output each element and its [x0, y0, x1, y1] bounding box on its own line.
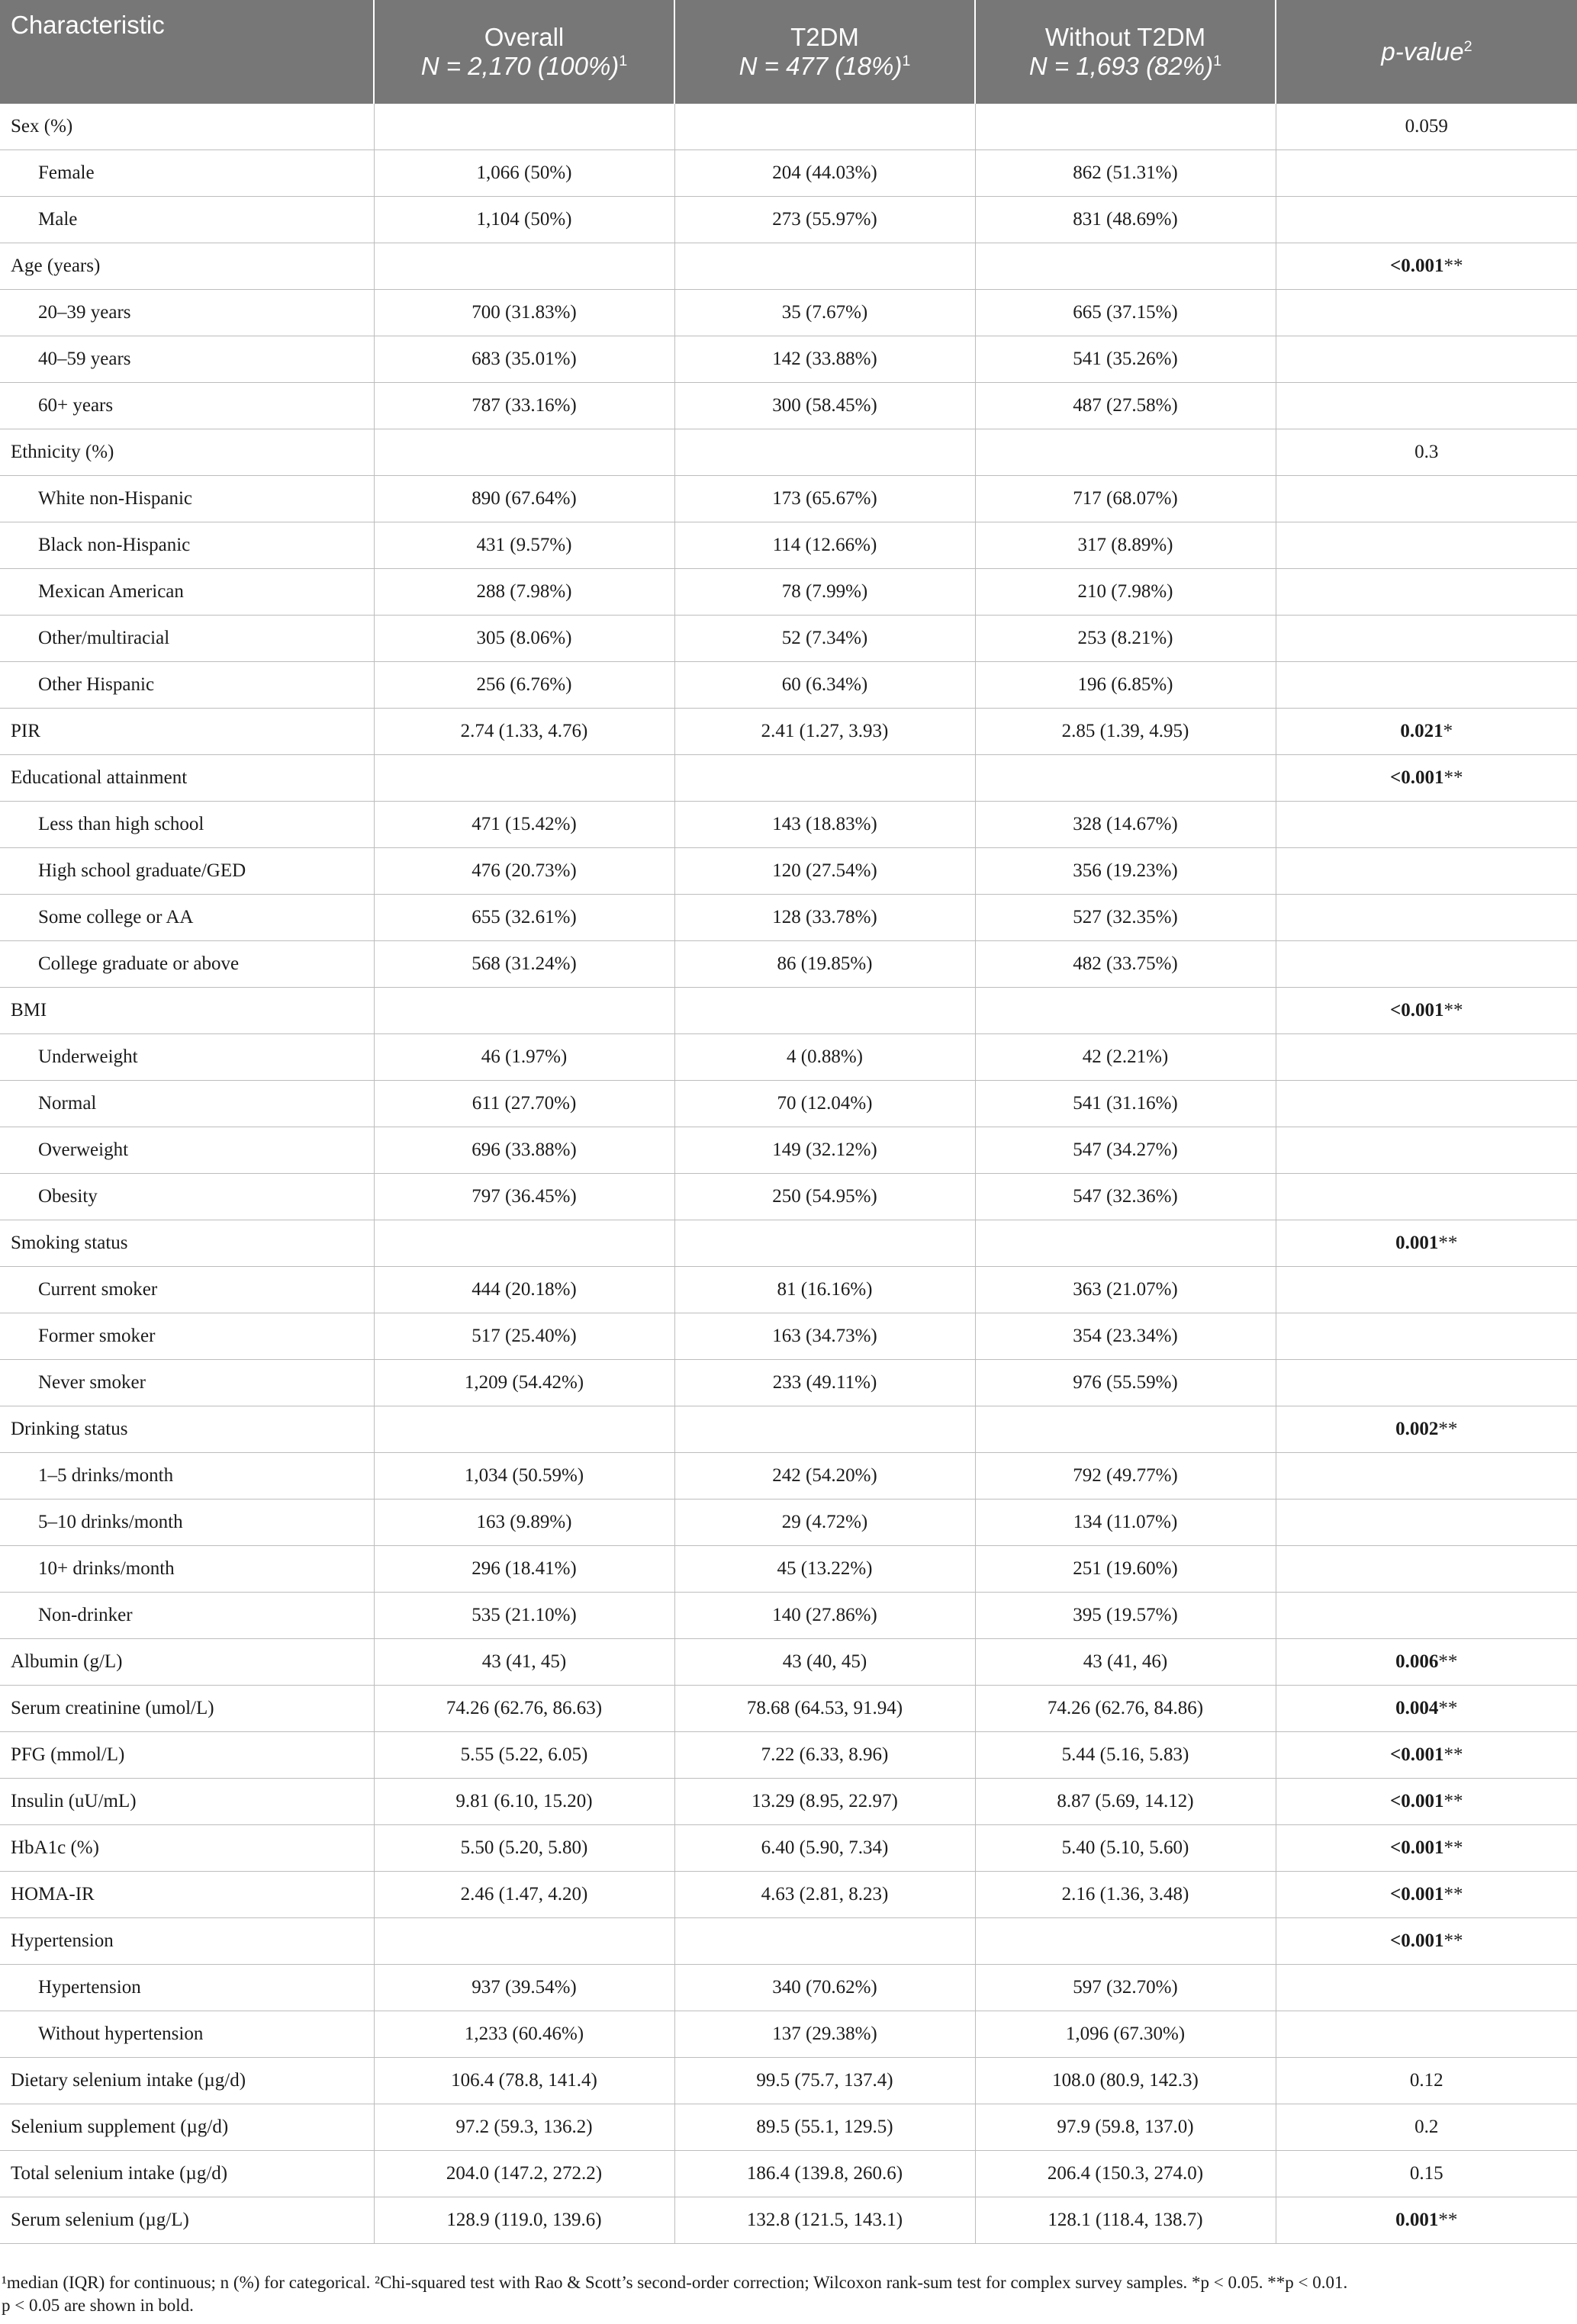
row-label: Hypertension [0, 1918, 374, 1965]
cell-without-t2dm: 206.4 (150.3, 274.0) [975, 2151, 1276, 2197]
table-row [0, 1267, 1577, 1313]
cell-without-t2dm: 74.26 (62.76, 84.86) [975, 1686, 1276, 1732]
cell-p-value [1276, 895, 1577, 941]
cell-without-t2dm: 363 (21.07%) [975, 1267, 1276, 1313]
cell-p-value [1276, 802, 1577, 848]
cell-overall: 1,233 (60.46%) [374, 2011, 674, 2058]
cell-t2dm: 149 (32.12%) [674, 1127, 975, 1174]
table-footnote [0, 2271, 1558, 2317]
cell-p-value [1276, 1034, 1577, 1081]
cell-without-t2dm: 395 (19.57%) [975, 1593, 1276, 1639]
cell-without-t2dm: 354 (23.34%) [975, 1313, 1276, 1360]
row-label: Smoking status [0, 1220, 374, 1267]
table-row [0, 1779, 1577, 1825]
cell-t2dm: 340 (70.62%) [674, 1965, 975, 2011]
row-label: Insulin (uU/mL) [0, 1779, 374, 1825]
row-label: Black non-Hispanic [0, 522, 374, 569]
cell-overall: 937 (39.54%) [374, 1965, 674, 2011]
cell-t2dm: 35 (7.67%) [674, 290, 975, 336]
cell-overall [374, 104, 674, 150]
table-row [0, 104, 1577, 150]
cell-overall: 700 (31.83%) [374, 290, 674, 336]
cell-t2dm: 137 (29.38%) [674, 2011, 975, 2058]
cell-p-value: <0.001** [1276, 988, 1577, 1034]
cell-without-t2dm: 108.0 (80.9, 142.3) [975, 2058, 1276, 2104]
cell-p-value: 0.021* [1276, 709, 1577, 755]
table-row [0, 1220, 1577, 1267]
cell-p-value: <0.001** [1276, 1732, 1577, 1779]
table-row [0, 802, 1577, 848]
table-row [0, 1174, 1577, 1220]
cell-without-t2dm: 665 (37.15%) [975, 290, 1276, 336]
cell-p-value [1276, 476, 1577, 522]
row-label: Other/multiracial [0, 616, 374, 662]
cell-without-t2dm: 196 (6.85%) [975, 662, 1276, 709]
cell-p-value: 0.004** [1276, 1686, 1577, 1732]
row-label: 20–39 years [0, 290, 374, 336]
table-row [0, 429, 1577, 476]
table-row [0, 1081, 1577, 1127]
cell-without-t2dm: 251 (19.60%) [975, 1546, 1276, 1593]
cell-overall [374, 755, 674, 802]
cell-t2dm: 2.41 (1.27, 3.93) [674, 709, 975, 755]
cell-overall: 43 (41, 45) [374, 1639, 674, 1686]
row-label: Normal [0, 1081, 374, 1127]
row-label: Drinking status [0, 1406, 374, 1453]
row-label: HOMA-IR [0, 1872, 374, 1918]
cell-p-value [1276, 2011, 1577, 2058]
row-label: Female [0, 150, 374, 197]
table-row [0, 336, 1577, 383]
cell-without-t2dm [975, 243, 1276, 290]
cell-overall: 1,104 (50%) [374, 197, 674, 243]
header-overall: Overall N = 2,170 $(100\%)^1$ [374, 0, 674, 104]
cell-without-t2dm [975, 1406, 1276, 1453]
table-row [0, 1453, 1577, 1500]
cell-without-t2dm: 487 (27.58%) [975, 383, 1276, 429]
row-label: Selenium supplement (µg/d) [0, 2104, 374, 2151]
table-row [0, 616, 1577, 662]
cell-p-value [1276, 941, 1577, 988]
table-row [0, 988, 1577, 1034]
cell-t2dm: 233 (49.11%) [674, 1360, 975, 1406]
cell-without-t2dm: 547 (32.36%) [975, 1174, 1276, 1220]
table-body [0, 104, 1577, 2244]
cell-p-value: 0.3 [1276, 429, 1577, 476]
cell-t2dm: 120 (27.54%) [674, 848, 975, 895]
header-p-value: p-value$^2$ [1276, 0, 1577, 104]
row-label: Non-drinker [0, 1593, 374, 1639]
cell-without-t2dm: 43 (41, 46) [975, 1639, 1276, 1686]
cell-t2dm: 163 (34.73%) [674, 1313, 975, 1360]
cell-overall: 535 (21.10%) [374, 1593, 674, 1639]
cell-p-value [1276, 1267, 1577, 1313]
table-row [0, 1360, 1577, 1406]
cell-t2dm [674, 1406, 975, 1453]
cell-t2dm: 242 (54.20%) [674, 1453, 975, 1500]
table-row [0, 243, 1577, 290]
cell-overall: 568 (31.24%) [374, 941, 674, 988]
header-t2dm: T2DM N = 477 $(18\%)^1$ [674, 0, 975, 104]
cell-t2dm: 29 (4.72%) [674, 1500, 975, 1546]
row-label: 40–59 years [0, 336, 374, 383]
table-row [0, 1034, 1577, 1081]
table-row [0, 290, 1577, 336]
cell-overall: 476 (20.73%) [374, 848, 674, 895]
cell-p-value [1276, 662, 1577, 709]
table-row [0, 197, 1577, 243]
cell-p-value [1276, 1313, 1577, 1360]
cell-overall: 517 (25.40%) [374, 1313, 674, 1360]
row-label: 5–10 drinks/month [0, 1500, 374, 1546]
table-row [0, 2058, 1577, 2104]
cell-overall: 787 (33.16%) [374, 383, 674, 429]
table-row [0, 1406, 1577, 1453]
row-label: Serum creatinine (umol/L) [0, 1686, 374, 1732]
row-label: Dietary selenium intake (µg/d) [0, 2058, 374, 2104]
cell-t2dm: 13.29 (8.95, 22.97) [674, 1779, 975, 1825]
table-row [0, 941, 1577, 988]
table-row [0, 2104, 1577, 2151]
cell-p-value: <0.001** [1276, 1779, 1577, 1825]
cell-without-t2dm: 356 (19.23%) [975, 848, 1276, 895]
cell-p-value [1276, 569, 1577, 616]
row-label: Hypertension [0, 1965, 374, 2011]
cell-t2dm: 204 (44.03%) [674, 150, 975, 197]
cell-p-value [1276, 1453, 1577, 1500]
cell-p-value [1276, 1127, 1577, 1174]
cell-t2dm: 78 (7.99%) [674, 569, 975, 616]
cell-overall: 97.2 (59.3, 136.2) [374, 2104, 674, 2151]
cell-without-t2dm [975, 1220, 1276, 1267]
cell-without-t2dm: 317 (8.89%) [975, 522, 1276, 569]
row-label: Total selenium intake (µg/d) [0, 2151, 374, 2197]
cell-without-t2dm: 134 (11.07%) [975, 1500, 1276, 1546]
row-label: Serum selenium (µg/L) [0, 2197, 374, 2244]
table-row [0, 1127, 1577, 1174]
cell-t2dm: 78.68 (64.53, 91.94) [674, 1686, 975, 1732]
cell-t2dm: 99.5 (75.7, 137.4) [674, 2058, 975, 2104]
table-row [0, 709, 1577, 755]
table-row [0, 2151, 1577, 2197]
row-label: BMI [0, 988, 374, 1034]
cell-without-t2dm: 8.87 (5.69, 14.12) [975, 1779, 1276, 1825]
cell-t2dm: 142 (33.88%) [674, 336, 975, 383]
cell-t2dm [674, 988, 975, 1034]
cell-t2dm: 43 (40, 45) [674, 1639, 975, 1686]
cell-overall: 2.46 (1.47, 4.20) [374, 1872, 674, 1918]
cell-overall: 9.81 (6.10, 15.20) [374, 1779, 674, 1825]
footnote-line-1: ¹median (IQR) for continuous; n (%) for categorical. ²Chi-squared test with Rao & Scott’s second-order correction; Wilcoxon rank-sum test for complex survey samples. *p < 0.05. **p < 0.01. [2, 2273, 1348, 2292]
cell-t2dm: 250 (54.95%) [674, 1174, 975, 1220]
table-row [0, 1686, 1577, 1732]
cell-p-value [1276, 1593, 1577, 1639]
table-row [0, 1639, 1577, 1686]
cell-overall: 611 (27.70%) [374, 1081, 674, 1127]
cell-p-value: <0.001** [1276, 755, 1577, 802]
cell-overall: 204.0 (147.2, 272.2) [374, 2151, 674, 2197]
row-label: High school graduate/GED [0, 848, 374, 895]
table-row [0, 1918, 1577, 1965]
cell-p-value: 0.001** [1276, 2197, 1577, 2244]
cell-without-t2dm: 862 (51.31%) [975, 150, 1276, 197]
cell-overall [374, 988, 674, 1034]
row-label: Mexican American [0, 569, 374, 616]
cell-p-value [1276, 1081, 1577, 1127]
cell-p-value: 0.2 [1276, 2104, 1577, 2151]
cell-p-value: 0.002** [1276, 1406, 1577, 1453]
row-label: White non-Hispanic [0, 476, 374, 522]
cell-p-value: <0.001** [1276, 1872, 1577, 1918]
cell-overall [374, 429, 674, 476]
row-label: 10+ drinks/month [0, 1546, 374, 1593]
cell-p-value: 0.059 [1276, 104, 1577, 150]
cell-without-t2dm: 541 (31.16%) [975, 1081, 1276, 1127]
header-without-t2dm: Without T2DM N = 1,693 $(82\%)^1$ [975, 0, 1276, 104]
cell-t2dm [674, 755, 975, 802]
cell-t2dm [674, 104, 975, 150]
row-label: Never smoker [0, 1360, 374, 1406]
cell-without-t2dm [975, 988, 1276, 1034]
table-row [0, 522, 1577, 569]
cell-p-value [1276, 522, 1577, 569]
cell-t2dm: 173 (65.67%) [674, 476, 975, 522]
cell-p-value: 0.15 [1276, 2151, 1577, 2197]
table-row [0, 1965, 1577, 2011]
table-row [0, 476, 1577, 522]
cell-t2dm: 114 (12.66%) [674, 522, 975, 569]
cell-without-t2dm: 527 (32.35%) [975, 895, 1276, 941]
cell-without-t2dm: 792 (49.77%) [975, 1453, 1276, 1500]
cell-t2dm [674, 1220, 975, 1267]
cell-t2dm: 86 (19.85%) [674, 941, 975, 988]
cell-overall: 444 (20.18%) [374, 1267, 674, 1313]
table-row [0, 383, 1577, 429]
cell-overall [374, 1918, 674, 1965]
row-label: HbA1c (%) [0, 1825, 374, 1872]
row-label: Former smoker [0, 1313, 374, 1360]
cell-p-value [1276, 1360, 1577, 1406]
cell-t2dm: 186.4 (139.8, 260.6) [674, 2151, 975, 2197]
cell-overall: 128.9 (119.0, 139.6) [374, 2197, 674, 2244]
row-label: 1–5 drinks/month [0, 1453, 374, 1500]
footnote-line-2: p < 0.05 are shown in bold. [2, 2296, 194, 2315]
table-row [0, 755, 1577, 802]
cell-overall: 655 (32.61%) [374, 895, 674, 941]
cell-t2dm: 4.63 (2.81, 8.23) [674, 1872, 975, 1918]
cell-t2dm: 6.40 (5.90, 7.34) [674, 1825, 975, 1872]
cell-without-t2dm: 717 (68.07%) [975, 476, 1276, 522]
cell-p-value [1276, 1965, 1577, 2011]
cell-overall [374, 1220, 674, 1267]
cell-without-t2dm: 1,096 (67.30%) [975, 2011, 1276, 2058]
cell-t2dm: 300 (58.45%) [674, 383, 975, 429]
cell-p-value [1276, 848, 1577, 895]
cell-overall: 2.74 (1.33, 4.76) [374, 709, 674, 755]
cell-overall: 288 (7.98%) [374, 569, 674, 616]
cell-t2dm: 7.22 (6.33, 8.96) [674, 1732, 975, 1779]
cell-t2dm [674, 243, 975, 290]
cell-overall: 74.26 (62.76, 86.63) [374, 1686, 674, 1732]
table-row [0, 150, 1577, 197]
cell-t2dm: 132.8 (121.5, 143.1) [674, 2197, 975, 2244]
row-label: Male [0, 197, 374, 243]
cell-without-t2dm: 831 (48.69%) [975, 197, 1276, 243]
table-row [0, 662, 1577, 709]
cell-t2dm: 89.5 (55.1, 129.5) [674, 2104, 975, 2151]
table-row [0, 1732, 1577, 1779]
table-row [0, 1825, 1577, 1872]
cell-p-value [1276, 1546, 1577, 1593]
row-label: Obesity [0, 1174, 374, 1220]
row-label: 60+ years [0, 383, 374, 429]
cell-overall: 696 (33.88%) [374, 1127, 674, 1174]
table-row [0, 848, 1577, 895]
cell-t2dm: 81 (16.16%) [674, 1267, 975, 1313]
cell-without-t2dm: 210 (7.98%) [975, 569, 1276, 616]
row-label: Underweight [0, 1034, 374, 1081]
row-label: Overweight [0, 1127, 374, 1174]
cell-overall: 890 (67.64%) [374, 476, 674, 522]
cell-without-t2dm: 482 (33.75%) [975, 941, 1276, 988]
cell-p-value: <0.001** [1276, 243, 1577, 290]
cell-t2dm: 60 (6.34%) [674, 662, 975, 709]
table-header-row [0, 0, 1577, 104]
table-row [0, 1500, 1577, 1546]
cell-p-value: 0.12 [1276, 2058, 1577, 2104]
row-label: Ethnicity (%) [0, 429, 374, 476]
cell-overall: 797 (36.45%) [374, 1174, 674, 1220]
row-label: Albumin (g/L) [0, 1639, 374, 1686]
cell-overall: 163 (9.89%) [374, 1500, 674, 1546]
table-row [0, 1546, 1577, 1593]
table-row [0, 895, 1577, 941]
row-label: Without hypertension [0, 2011, 374, 2058]
cell-overall: 256 (6.76%) [374, 662, 674, 709]
table-row [0, 2197, 1577, 2244]
cell-t2dm: 273 (55.97%) [674, 197, 975, 243]
cell-p-value [1276, 290, 1577, 336]
cell-t2dm [674, 1918, 975, 1965]
row-label: Some college or AA [0, 895, 374, 941]
cell-overall: 5.50 (5.20, 5.80) [374, 1825, 674, 1872]
row-label: Age (years) [0, 243, 374, 290]
cell-t2dm: 45 (13.22%) [674, 1546, 975, 1593]
cell-t2dm: 128 (33.78%) [674, 895, 975, 941]
cell-overall: 296 (18.41%) [374, 1546, 674, 1593]
cell-without-t2dm: 976 (55.59%) [975, 1360, 1276, 1406]
cell-without-t2dm: 5.40 (5.10, 5.60) [975, 1825, 1276, 1872]
cell-without-t2dm: 541 (35.26%) [975, 336, 1276, 383]
cell-t2dm: 52 (7.34%) [674, 616, 975, 662]
cell-p-value [1276, 150, 1577, 197]
cell-overall [374, 1406, 674, 1453]
cell-without-t2dm: 328 (14.67%) [975, 802, 1276, 848]
cell-p-value [1276, 336, 1577, 383]
table-row [0, 1313, 1577, 1360]
cell-overall: 106.4 (78.8, 141.4) [374, 2058, 674, 2104]
cell-t2dm: 70 (12.04%) [674, 1081, 975, 1127]
cell-overall: 1,034 (50.59%) [374, 1453, 674, 1500]
row-label: Educational attainment [0, 755, 374, 802]
table-row [0, 2011, 1577, 2058]
cell-overall: 471 (15.42%) [374, 802, 674, 848]
cell-p-value: <0.001** [1276, 1918, 1577, 1965]
cell-p-value [1276, 616, 1577, 662]
cell-t2dm [674, 429, 975, 476]
cell-overall: 1,066 (50%) [374, 150, 674, 197]
table-row [0, 1593, 1577, 1639]
cell-overall: 5.55 (5.22, 6.05) [374, 1732, 674, 1779]
cell-p-value: 0.006** [1276, 1639, 1577, 1686]
cell-p-value [1276, 383, 1577, 429]
cell-without-t2dm: 42 (2.21%) [975, 1034, 1276, 1081]
row-label: Sex (%) [0, 104, 374, 150]
cell-p-value: 0.001** [1276, 1220, 1577, 1267]
row-label: PIR [0, 709, 374, 755]
cell-without-t2dm: 597 (32.70%) [975, 1965, 1276, 2011]
table-row [0, 569, 1577, 616]
cell-overall: 305 (8.06%) [374, 616, 674, 662]
cell-without-t2dm [975, 755, 1276, 802]
cell-without-t2dm: 5.44 (5.16, 5.83) [975, 1732, 1276, 1779]
row-label: College graduate or above [0, 941, 374, 988]
cell-overall: 431 (9.57%) [374, 522, 674, 569]
cell-without-t2dm: 128.1 (118.4, 138.7) [975, 2197, 1276, 2244]
row-label: PFG (mmol/L) [0, 1732, 374, 1779]
cell-t2dm: 140 (27.86%) [674, 1593, 975, 1639]
cell-without-t2dm [975, 429, 1276, 476]
cell-without-t2dm: 2.16 (1.36, 3.48) [975, 1872, 1276, 1918]
cell-overall: 1,209 (54.42%) [374, 1360, 674, 1406]
cell-without-t2dm [975, 1918, 1276, 1965]
cell-t2dm: 4 (0.88%) [674, 1034, 975, 1081]
row-label: Less than high school [0, 802, 374, 848]
cell-without-t2dm: 547 (34.27%) [975, 1127, 1276, 1174]
table-row [0, 1872, 1577, 1918]
cell-overall: 46 (1.97%) [374, 1034, 674, 1081]
cell-overall [374, 243, 674, 290]
cell-without-t2dm: 2.85 (1.39, 4.95) [975, 709, 1276, 755]
cell-without-t2dm [975, 104, 1276, 150]
cell-overall: 683 (35.01%) [374, 336, 674, 383]
row-label: Current smoker [0, 1267, 374, 1313]
cell-p-value: <0.001** [1276, 1825, 1577, 1872]
cell-p-value [1276, 1500, 1577, 1546]
cell-without-t2dm: 97.9 (59.8, 137.0) [975, 2104, 1276, 2151]
cell-p-value [1276, 1174, 1577, 1220]
header-characteristic: Characteristic [0, 0, 374, 104]
cell-without-t2dm: 253 (8.21%) [975, 616, 1276, 662]
cell-p-value [1276, 197, 1577, 243]
row-label: Other Hispanic [0, 662, 374, 709]
cell-t2dm: 143 (18.83%) [674, 802, 975, 848]
